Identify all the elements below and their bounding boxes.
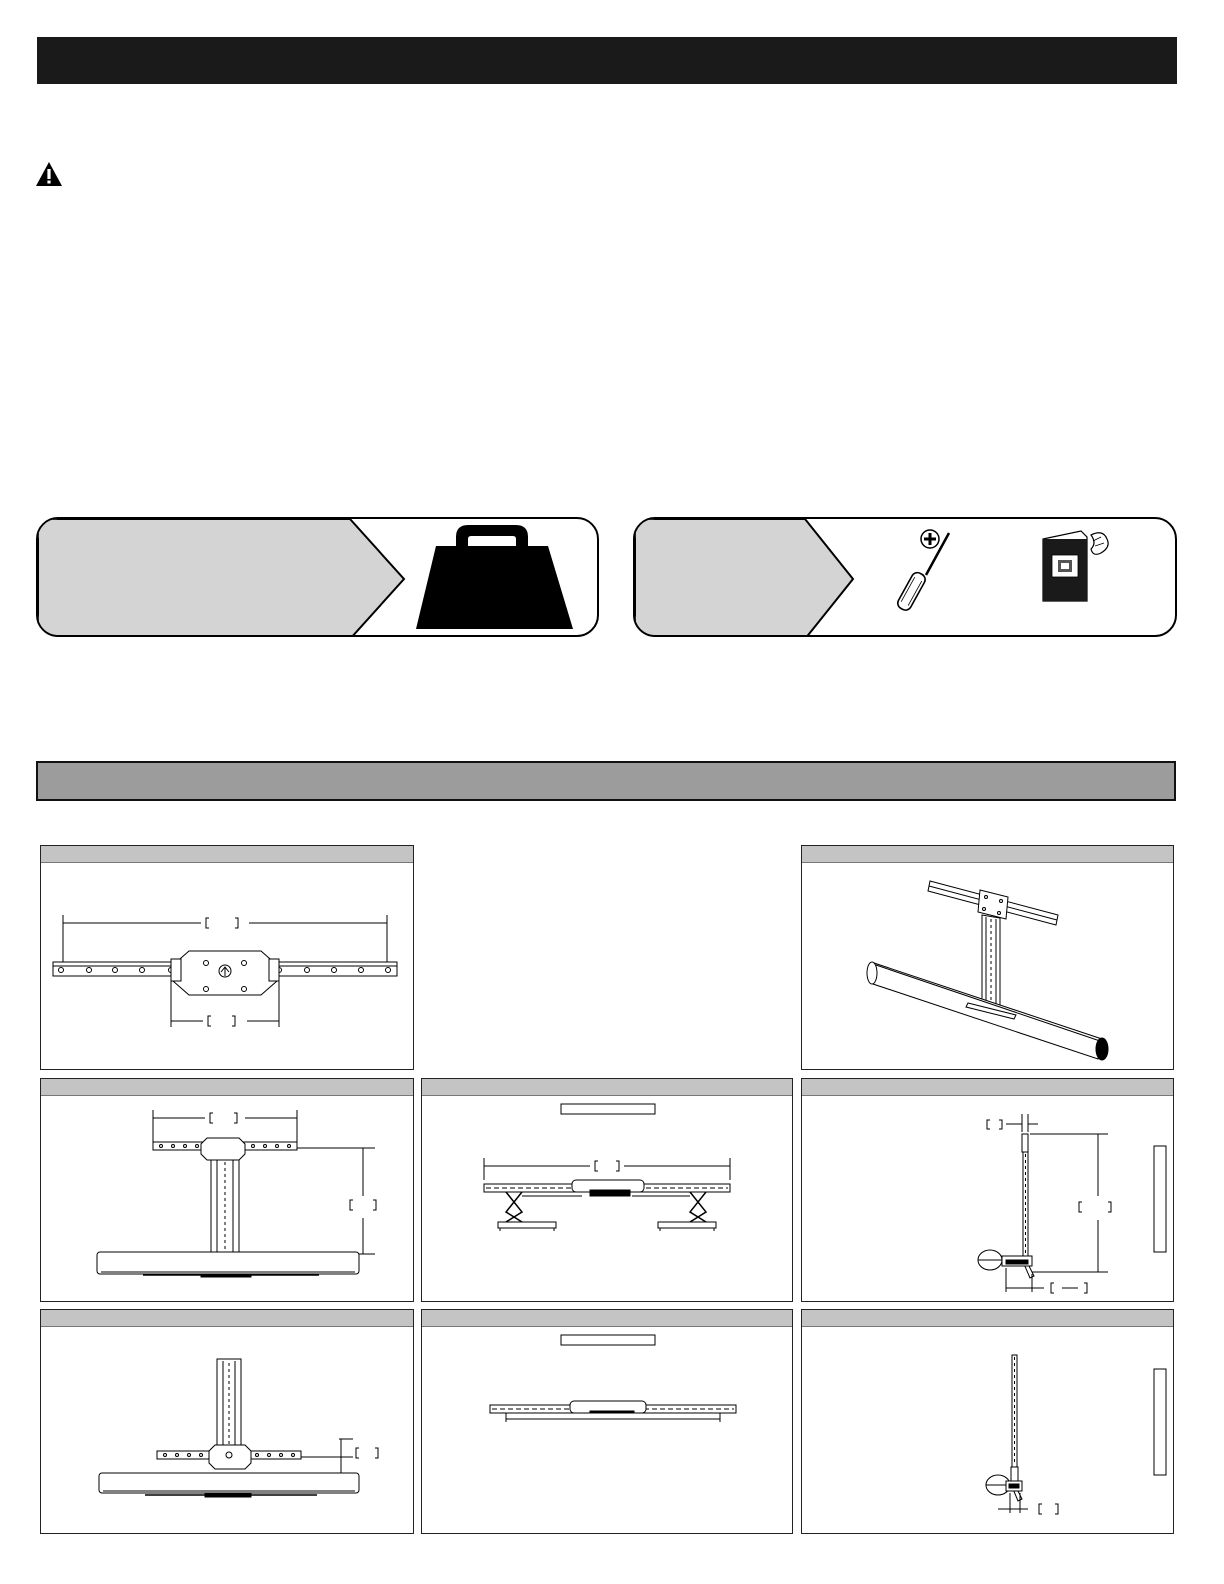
mount-side-raised-drawing [802, 1096, 1174, 1302]
instruction-manual-icon [1043, 531, 1108, 601]
phillips-screwdriver-icon [896, 530, 949, 612]
tools-label-panel [635, 519, 853, 637]
figure-header [422, 1079, 792, 1096]
rail-front-drawing [41, 863, 414, 1070]
weight-icon [416, 525, 573, 629]
figure-header [802, 846, 1173, 863]
figure-header [41, 1310, 413, 1327]
tools-required-box [633, 517, 1177, 637]
figure-mount-side-raised [801, 1078, 1174, 1302]
figure-header [802, 1310, 1173, 1327]
figure-header [422, 1310, 792, 1327]
section-bar [36, 761, 1176, 801]
figure-rail-front [40, 845, 414, 1070]
weight-label-panel [38, 519, 404, 637]
mount-front-raised-drawing [41, 1096, 414, 1302]
mount-front-lowered-drawing [41, 1327, 414, 1534]
figure-mount-isometric [801, 845, 1174, 1070]
figure-mount-front-raised [40, 1078, 414, 1302]
mount-top-extended-drawing [422, 1096, 793, 1302]
figure-header [41, 1079, 413, 1096]
figure-mount-front-lowered [40, 1309, 414, 1534]
mount-side-lowered-drawing [802, 1327, 1174, 1534]
figure-mount-side-lowered [801, 1309, 1174, 1534]
weight-capacity-box [36, 517, 599, 637]
mount-isometric-drawing [802, 863, 1174, 1070]
figure-blank-area [421, 845, 793, 1070]
warning-triangle-icon [35, 161, 63, 187]
figure-mount-top-extended [421, 1078, 793, 1302]
mount-top-retracted-drawing [422, 1327, 793, 1534]
figure-mount-top-retracted [421, 1309, 793, 1534]
figure-header [802, 1079, 1173, 1096]
title-bar [37, 37, 1177, 84]
figure-header [41, 846, 413, 863]
